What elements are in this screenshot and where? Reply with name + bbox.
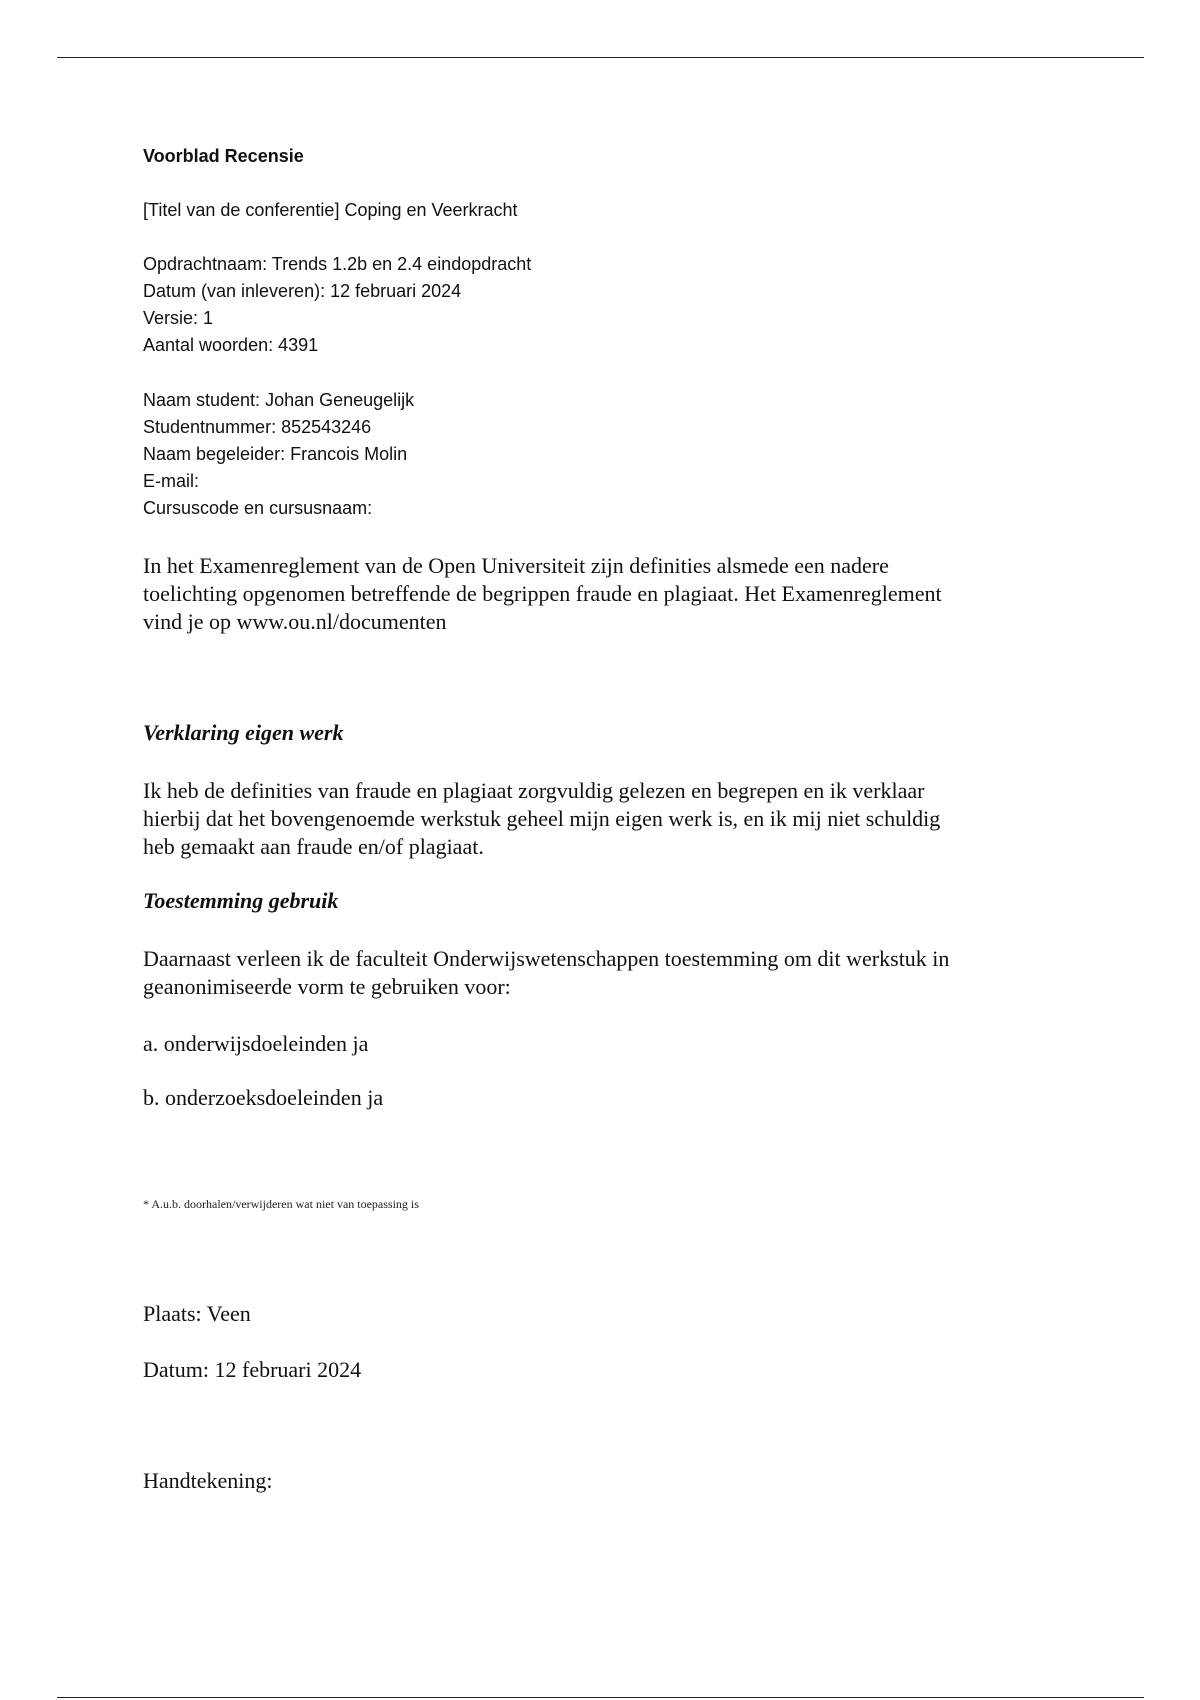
paragraph-line: In het Examenreglement van de Open Universiteit zijn definities alsmede een nadere bbox=[143, 553, 889, 578]
email: E-mail: bbox=[143, 471, 200, 491]
conference-title: [Titel van de conferentie] Coping en Veerkracht bbox=[143, 200, 518, 220]
paragraph-line: toelichting opgenomen betreffende de begrippen fraude en plagiaat. Het Examenreglement bbox=[143, 581, 942, 606]
paragraph-line: Ik heb de definities van fraude en plagiaat zorgvuldig gelezen en begrepen en ik verklaar bbox=[143, 778, 925, 803]
assignment-info bbox=[143, 251, 531, 359]
bottom-rule bbox=[57, 1697, 1144, 1698]
student-number: Studentnummer: 852543246 bbox=[143, 417, 372, 437]
option-education: a. onderwijsdoeleinden ja bbox=[143, 1031, 369, 1056]
permission-heading: Toestemming gebruik bbox=[143, 888, 339, 913]
cover-title: Voorblad Recensie bbox=[143, 146, 304, 166]
declaration-text bbox=[143, 777, 1083, 861]
option-research: b. onderzoeksdoeleinden ja bbox=[143, 1085, 384, 1110]
footnote: * A.u.b. doorhalen/verwijderen wat niet van toepassing is bbox=[143, 1197, 419, 1211]
paragraph-line: heb gemaakt aan fraude en/of plagiaat. bbox=[143, 834, 484, 859]
date-line: Datum: 12 februari 2024 bbox=[143, 1357, 362, 1382]
supervisor-name: Naam begeleider: Francois Molin bbox=[143, 444, 408, 464]
student-info bbox=[143, 387, 414, 522]
submission-date: Datum (van inleveren): 12 februari 2024 bbox=[143, 281, 462, 301]
paragraph-line: Daarnaast verleen ik de faculteit Onderwijswetenschappen toestemming om dit werkstuk in bbox=[143, 946, 950, 971]
signature-line: Handtekening: bbox=[143, 1468, 273, 1493]
intro-paragraph bbox=[143, 552, 1083, 636]
assignment-name: Opdrachtnaam: Trends 1.2b en 2.4 eindopdracht bbox=[143, 254, 532, 274]
paragraph-line: vind je op www.ou.nl/documenten bbox=[143, 609, 447, 634]
version: Versie: 1 bbox=[143, 308, 214, 328]
place-line: Plaats: Veen bbox=[143, 1301, 251, 1326]
student-name: Naam student: Johan Geneugelijk bbox=[143, 390, 415, 410]
paragraph-line: hierbij dat het bovengenoemde werkstuk geheel mijn eigen werk is, en ik mij niet schuldig bbox=[143, 806, 941, 831]
top-rule bbox=[57, 57, 1144, 58]
declaration-heading: Verklaring eigen werk bbox=[143, 720, 344, 745]
paragraph-line: geanonimiseerde vorm te gebruiken voor: bbox=[143, 974, 511, 999]
permission-text bbox=[143, 945, 1093, 1001]
course-code-name: Cursuscode en cursusnaam: bbox=[143, 498, 373, 518]
word-count: Aantal woorden: 4391 bbox=[143, 335, 319, 355]
